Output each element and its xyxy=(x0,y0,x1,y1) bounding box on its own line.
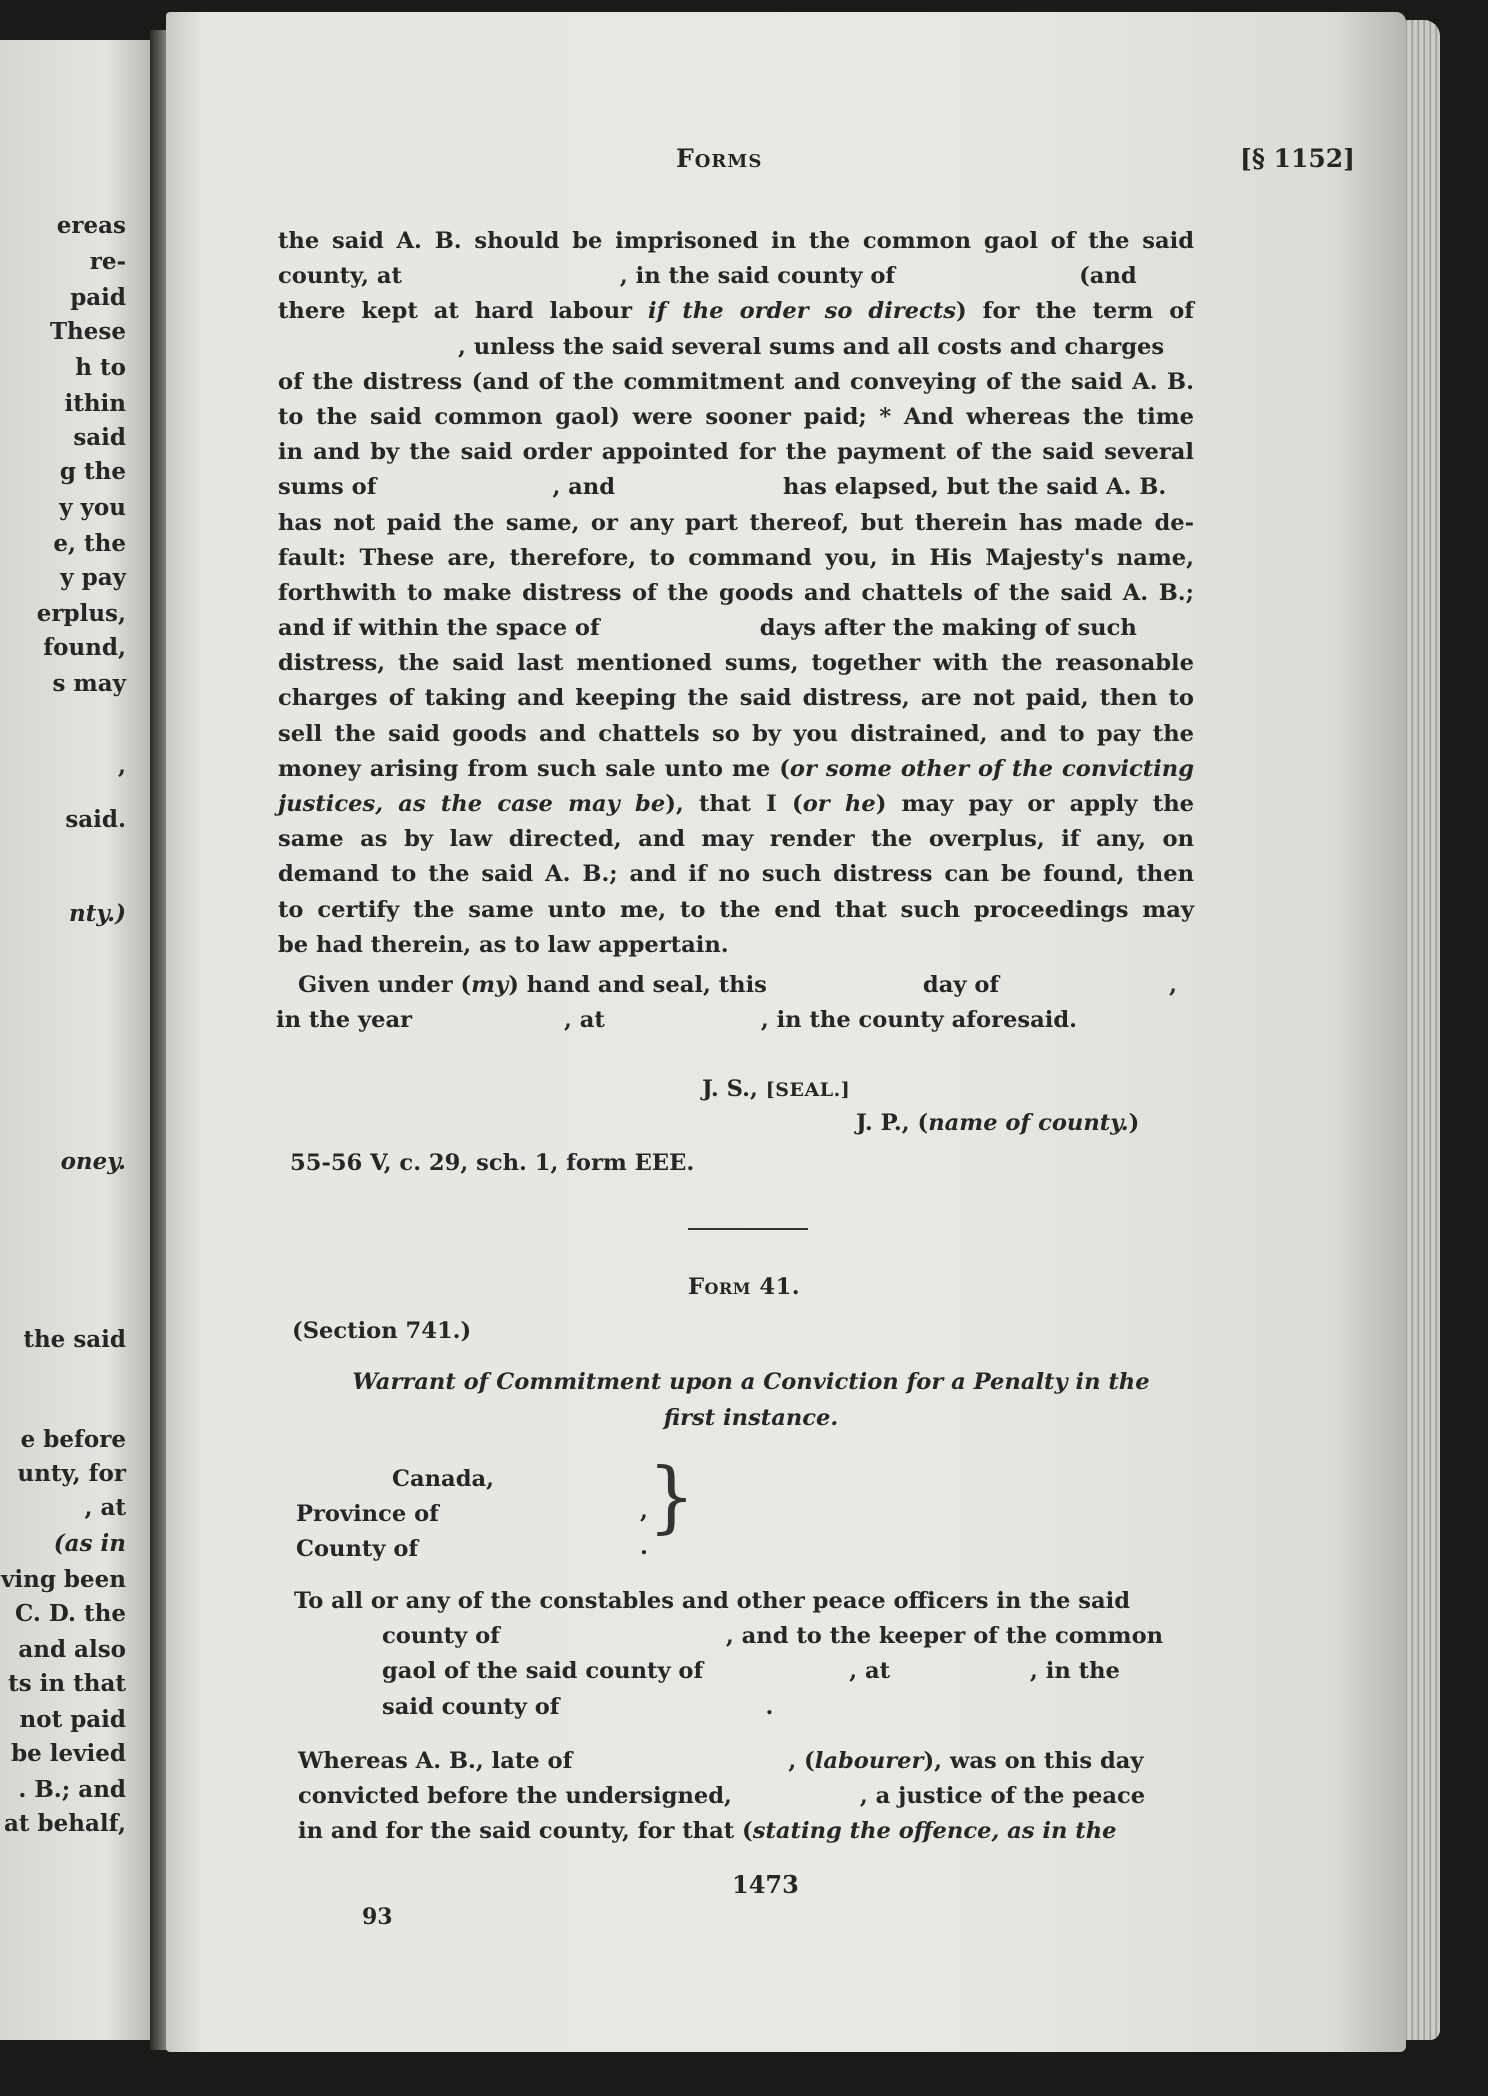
facing-page-line: e, the xyxy=(53,530,126,557)
facing-page-line: ereas xyxy=(56,212,126,239)
given-under-clause xyxy=(276,968,1196,1038)
facing-page-line: ving been xyxy=(1,1566,126,1593)
facing-page-line: C. D. the xyxy=(14,1600,126,1627)
body-line: justices, as the case may be), that I (or he) may pay or apply the xyxy=(278,791,1194,817)
warrant-title-line-1: Warrant of Commitment upon a Conviction for a Penalty in the xyxy=(352,1369,1150,1395)
facing-page-line: at behalf, xyxy=(3,1810,126,1837)
facing-page-line: not paid xyxy=(19,1706,126,1733)
facing-page-line: found, xyxy=(43,634,126,661)
body-line: demand to the said A. B.; and if no such distress can be found, then xyxy=(278,861,1194,888)
facing-page-line: and also xyxy=(18,1636,126,1663)
body-line: , unless the said several sums and all costs and charges xyxy=(458,333,1165,360)
venue-province: Province of xyxy=(296,1501,439,1527)
body-line: county, at , in the said county of (and xyxy=(278,263,1137,290)
venue-county-mark: . xyxy=(640,1534,648,1560)
address-line: said county of . xyxy=(382,1693,774,1720)
address-line: To all or any of the constables and other peace officers in the said xyxy=(294,1588,1131,1614)
facing-page-line: e before xyxy=(20,1426,126,1453)
statute-citation: 55-56 V, c. 29, sch. 1, form EEE. xyxy=(290,1150,695,1176)
facing-page xyxy=(0,40,150,2040)
body-line: charges of taking and keeping the said distress, are not paid, then to xyxy=(278,685,1194,712)
body-line: to the said common gaol) were sooner paid; * And whereas the time xyxy=(278,403,1194,430)
address-line: gaol of the said county of , at , in the xyxy=(382,1658,1120,1685)
venue-county: County of xyxy=(296,1536,419,1562)
signature-jp: J. P., (name of county.) xyxy=(856,1110,1140,1136)
facing-page-line: unty, for xyxy=(17,1460,126,1487)
whereas-line: in and for the said county, for that (stating the offence, as in the xyxy=(298,1818,1117,1845)
body-line: same as by law directed, and may render the overplus, if any, on xyxy=(278,826,1194,853)
address-line: county of , and to the keeper of the common xyxy=(382,1623,1164,1650)
facing-page-line: y pay xyxy=(60,564,126,591)
facing-page-line: . B.; and xyxy=(18,1776,126,1803)
form-title: Form 41. xyxy=(688,1274,801,1300)
body-line: sums of , and has elapsed, but the said A. B. xyxy=(278,474,1167,501)
body-line: distress, the said last mentioned sums, together with the reasonable xyxy=(278,650,1194,677)
section-divider xyxy=(688,1228,808,1230)
facing-page-line: erplus, xyxy=(36,600,126,627)
facing-page-line: re- xyxy=(89,248,126,275)
given-line-2: in the year , at , in the county aforesaid. xyxy=(276,1007,1077,1034)
facing-page-line: said. xyxy=(65,806,126,833)
body-line: to certify the same unto me, to the end that such proceedings may xyxy=(278,896,1194,923)
body-line: the said A. B. should be imprisoned in the common gaol of the said xyxy=(278,228,1194,254)
facing-page-line: ithin xyxy=(64,390,126,417)
address-clause xyxy=(294,1584,1214,1725)
facing-page-line: be levied xyxy=(11,1740,126,1767)
facing-page-line: said xyxy=(73,424,126,451)
body-line: be had therein, as to law appertain. xyxy=(278,931,729,958)
whereas-clause xyxy=(298,1744,1214,1850)
facing-page-line: y you xyxy=(59,494,126,521)
facing-page-line: the said xyxy=(23,1326,126,1353)
body-line: forthwith to make distress of the goods and chattels of the said A. B.; xyxy=(278,579,1194,606)
warrant-title-line-2: first instance. xyxy=(663,1405,839,1431)
venue-canada: Canada, xyxy=(392,1466,494,1492)
warrant-title xyxy=(316,1364,1186,1436)
body-line: money arising from such sale unto me (or some other of the convicting xyxy=(278,755,1194,782)
body-line: of the distress (and of the commitment and conveying of the said A. B. xyxy=(278,368,1194,395)
facing-page-line: These xyxy=(49,318,126,345)
whereas-line: convicted before the undersigned, , a justice of the peace xyxy=(298,1783,1146,1810)
facing-page-line: ts in that xyxy=(8,1670,126,1697)
facing-page-line: , at xyxy=(84,1494,126,1521)
facing-page-line: nty.) xyxy=(69,900,126,927)
venue-province-mark: , xyxy=(640,1498,648,1524)
running-head-section: [§ 1152] xyxy=(1240,144,1356,173)
section-reference: (Section 741.) xyxy=(292,1318,472,1344)
facing-page-line: g the xyxy=(59,458,126,485)
running-head-title: Forms xyxy=(676,144,763,173)
body-line: fault: These are, therefore, to command you, in His Majesty's name, xyxy=(278,544,1194,571)
body-line: in and by the said order appointed for the payment of the said several xyxy=(278,439,1194,466)
body-text xyxy=(278,224,1194,963)
body-line: has not paid the same, or any part thereof, but therein has made de- xyxy=(278,509,1194,536)
facing-page-line: (as in xyxy=(53,1530,126,1557)
page xyxy=(166,12,1406,2052)
facing-page-line: h to xyxy=(75,354,126,381)
plate-number: 93 xyxy=(362,1904,393,1930)
whereas-line: Whereas A. B., late of , (labourer), was on this day xyxy=(298,1748,1144,1774)
page-number: 1473 xyxy=(732,1870,799,1899)
body-line: sell the said goods and chattels so by you distrained, and to pay the xyxy=(278,720,1194,747)
facing-page-line: oney. xyxy=(60,1148,126,1175)
signature-js: J. S., [SEAL.] xyxy=(702,1076,851,1102)
body-line: there kept at hard labour if the order so directs) for the term of xyxy=(278,298,1195,325)
body-line: and if within the space of days after the making of such xyxy=(278,615,1137,642)
given-line-1: Given under (my) hand and seal, this day of , xyxy=(298,972,1177,998)
facing-page-line: , xyxy=(117,752,126,779)
facing-page-line: s may xyxy=(52,670,126,697)
venue-brace: } xyxy=(648,1451,696,1543)
facing-page-line: paid xyxy=(70,284,126,311)
